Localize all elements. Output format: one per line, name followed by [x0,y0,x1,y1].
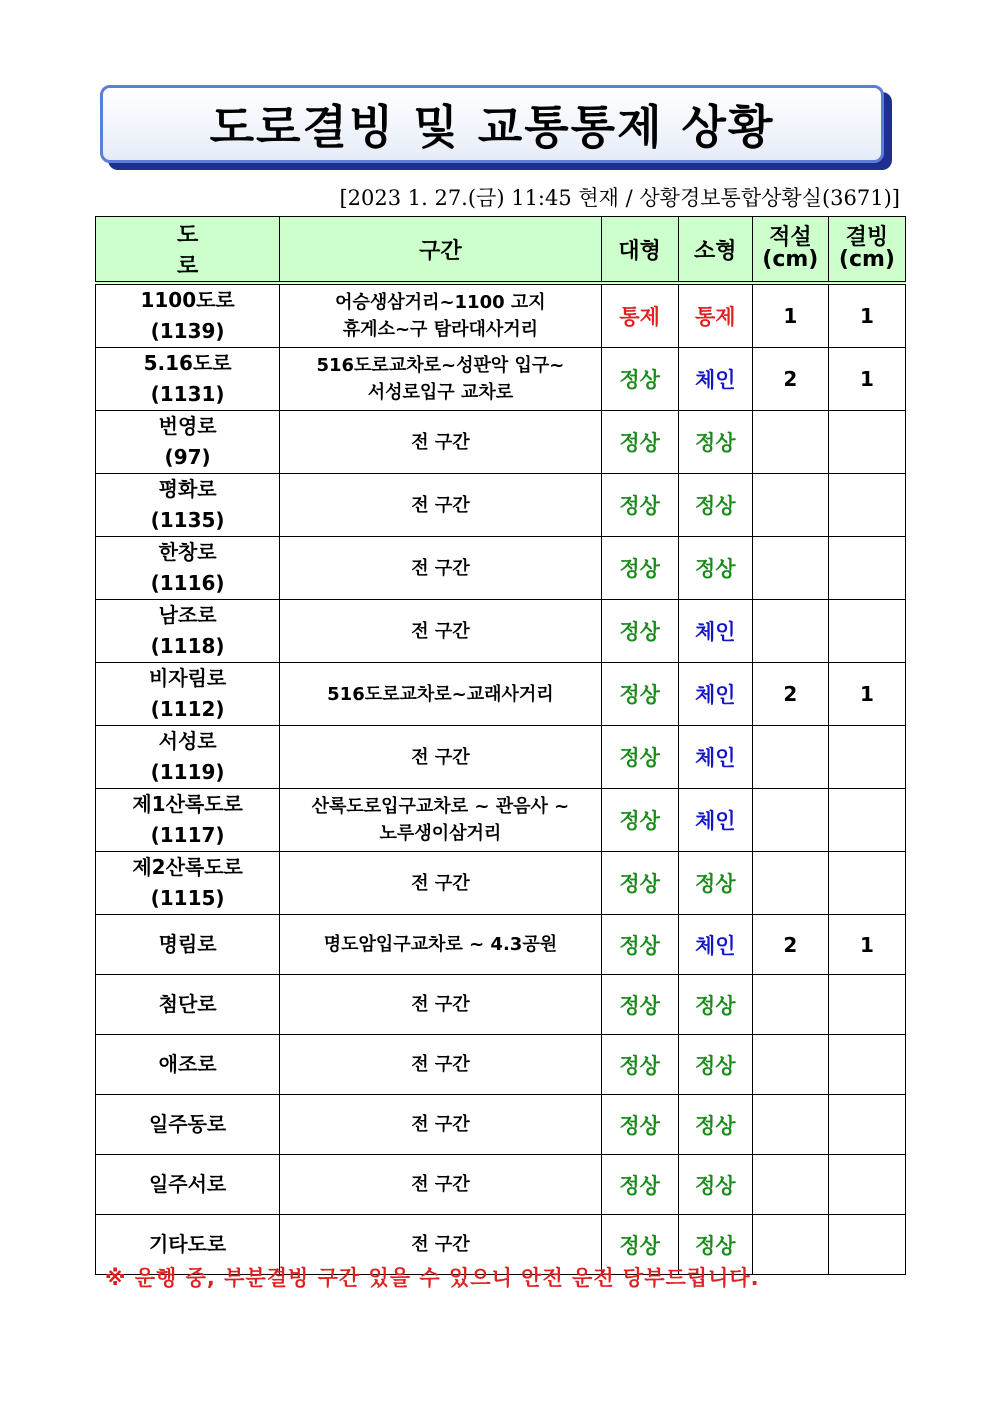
section-cell [280,600,601,663]
table-row [96,1155,906,1215]
section-line-1: 전 구간 [411,1114,470,1135]
section-cell [280,283,601,348]
road-name-cell [96,1155,280,1215]
road-name: 한창로 [158,540,217,564]
section-line-1: 전 구간 [411,746,470,768]
icing-value [828,789,905,852]
safety-notice: ※ 운행 중, 부분결빙 구간 있을 수 있으니 안전 운전 당부드립니다. [105,1266,760,1290]
large-vehicle-status: 정상 [601,600,678,663]
road-name-cell [96,975,280,1035]
table-row [96,663,906,726]
table-row [96,283,906,348]
table-row [96,915,906,975]
small-vehicle-status: 정상 [678,1155,752,1215]
road-name: 제2산록도로 [132,855,243,879]
small-vehicle-status: 체인 [678,789,752,852]
table-row [96,600,906,663]
section-line-1: 전 구간 [411,1054,470,1075]
road-name: 명림로 [158,932,217,956]
road-name: 남조로 [158,603,217,627]
title-banner [100,85,884,163]
snowfall-value [752,474,828,537]
road-code: (1116) [150,571,225,595]
table-row [96,789,906,852]
header-section: 구간 [280,217,601,284]
small-vehicle-status: 정상 [678,852,752,915]
snowfall-value [752,1095,828,1155]
road-name-cell [96,348,280,411]
road-name-cell [96,789,280,852]
road-name-cell [96,726,280,789]
header-snowfall [752,217,828,284]
road-name-cell [96,852,280,915]
large-vehicle-status: 정상 [601,1155,678,1215]
header-icing-unit: (cm) [838,246,895,272]
section-cell [280,915,601,975]
large-vehicle-status: 정상 [601,474,678,537]
section-line-1: 전 구간 [411,1174,470,1195]
section-cell [280,411,601,474]
icing-value: 1 [828,283,905,348]
snowfall-value: 2 [752,348,828,411]
section-line-1: 전 구간 [411,1234,470,1255]
snowfall-value [752,600,828,663]
section-line-2: 휴게소~구 탐라대사거리 [342,319,539,340]
road-name: 첨단로 [158,992,217,1016]
icing-value: 1 [828,663,905,726]
section-line-1: 전 구간 [411,557,470,579]
road-code: (1135) [150,508,225,532]
snowfall-value [752,1035,828,1095]
icing-value [828,1215,905,1275]
large-vehicle-status: 정상 [601,537,678,600]
section-line-1: 전 구간 [411,620,470,642]
road-code: (1112) [150,697,225,721]
large-vehicle-status: 정상 [601,852,678,915]
table-row [96,1095,906,1155]
small-vehicle-status: 정상 [678,537,752,600]
icing-value [828,975,905,1035]
road-name-cell [96,915,280,975]
road-name-cell [96,600,280,663]
small-vehicle-status: 체인 [678,663,752,726]
header-icing-label [838,224,895,272]
icing-value [828,411,905,474]
road-code: (1139) [150,319,225,343]
large-vehicle-status: 정상 [601,789,678,852]
snowfall-value [752,789,828,852]
page-title: 도로결빙 및 교통통제 상황 [209,100,775,154]
road-code: (1118) [150,634,225,658]
small-vehicle-status: 정상 [678,975,752,1035]
section-cell [280,474,601,537]
small-vehicle-status: 정상 [678,1215,752,1275]
table-row [96,474,906,537]
road-status-table [95,216,906,1275]
snowfall-value [752,1155,828,1215]
icing-value: 1 [828,915,905,975]
icing-value [828,600,905,663]
large-vehicle-status: 정상 [601,726,678,789]
section-cell [280,663,601,726]
small-vehicle-status: 통제 [678,283,752,348]
small-vehicle-status: 정상 [678,474,752,537]
large-vehicle-status: 정상 [601,663,678,726]
section-line-1: 어승생삼거리~1100 고지 [335,292,546,313]
small-vehicle-status: 체인 [678,348,752,411]
header-snowfall-unit: (cm) [762,246,819,272]
report-timestamp: [2023 1. 27.(금) 11:45 현재 / 상황경보통합상황실(3671)] [339,186,900,210]
small-vehicle-status: 체인 [678,915,752,975]
road-code: (1117) [150,823,225,847]
road-name: 제1산록도로 [132,792,243,816]
road-name: 비자림로 [148,666,227,690]
road-name: 일주동로 [148,1112,227,1136]
icing-value: 1 [828,348,905,411]
section-cell [280,975,601,1035]
section-line-1: 516도로교차로~교래사거리 [327,683,554,705]
header-icing [828,217,905,284]
icing-value [828,852,905,915]
road-name-cell [96,474,280,537]
snowfall-value [752,975,828,1035]
icing-value [828,1095,905,1155]
section-line-1: 전 구간 [411,994,470,1015]
header-large-vehicle: 대형 [601,217,678,284]
snowfall-value: 2 [752,915,828,975]
header-snowfall-label [762,224,819,272]
snowfall-value: 1 [752,283,828,348]
header-icing-text: 결빙 [845,224,889,250]
section-line-1: 전 구간 [411,872,470,894]
table-body [96,283,906,1275]
road-name-cell [96,1095,280,1155]
large-vehicle-status: 정상 [601,975,678,1035]
section-line-1: 산록도로입구교차로 ~ 관음사 ~ [311,796,570,817]
road-name-cell [96,283,280,348]
road-code: (1119) [150,760,225,784]
road-name-cell [96,1035,280,1095]
snowfall-value [752,1215,828,1275]
road-name: 서성로 [158,729,217,753]
table-row [96,975,906,1035]
road-name: 평화로 [158,477,217,501]
road-name: 번영로 [158,414,217,438]
snowfall-value [752,852,828,915]
table-row [96,726,906,789]
table-row [96,852,906,915]
icing-value [828,1155,905,1215]
small-vehicle-status: 정상 [678,411,752,474]
small-vehicle-status: 체인 [678,600,752,663]
section-line-1: 516도로교차로~성판악 입구~ [316,355,565,376]
section-line-1: 전 구간 [411,431,470,453]
large-vehicle-status: 통제 [601,283,678,348]
road-name: 일주서로 [148,1172,227,1196]
table-header [96,217,906,284]
table-row [96,537,906,600]
header-snowfall-text: 적설 [769,224,812,250]
section-line-2: 노루생이삼거리 [379,823,502,844]
icing-value [828,1035,905,1095]
section-cell [280,537,601,600]
section-cell [280,1095,601,1155]
large-vehicle-status: 정상 [601,1215,678,1275]
small-vehicle-status: 정상 [678,1035,752,1095]
small-vehicle-status: 정상 [678,1095,752,1155]
road-name-cell [96,411,280,474]
section-cell [280,852,601,915]
section-line-2: 서성로입구 교차로 [367,382,514,403]
section-cell [280,789,601,852]
snowfall-value [752,537,828,600]
road-name: 5.16도로 [143,351,232,375]
road-name-cell [96,537,280,600]
section-line-1: 전 구간 [411,494,470,516]
header-road: 도로 [96,217,280,284]
section-cell [280,1035,601,1095]
road-name: 1100도로 [140,288,235,312]
section-cell [280,1155,601,1215]
road-code: (1115) [150,886,225,910]
section-cell [280,348,601,411]
icing-value [828,537,905,600]
table-row [96,348,906,411]
section-line-1: 명도암입구교차로 ~ 4.3공원 [323,934,558,955]
road-name: 기타도로 [148,1232,227,1256]
icing-value [828,474,905,537]
road-name: 애조로 [158,1052,217,1076]
road-code: (1131) [150,382,225,406]
large-vehicle-status: 정상 [601,348,678,411]
header-small-vehicle: 소형 [678,217,752,284]
table-row [96,1035,906,1095]
icing-value [828,726,905,789]
large-vehicle-status: 정상 [601,1035,678,1095]
snowfall-value: 2 [752,663,828,726]
section-cell [280,726,601,789]
road-name-cell [96,663,280,726]
large-vehicle-status: 정상 [601,1095,678,1155]
large-vehicle-status: 정상 [601,411,678,474]
snowfall-value [752,726,828,789]
snowfall-value [752,411,828,474]
road-code: (97) [164,445,211,469]
table-row [96,411,906,474]
large-vehicle-status: 정상 [601,915,678,975]
small-vehicle-status: 체인 [678,726,752,789]
